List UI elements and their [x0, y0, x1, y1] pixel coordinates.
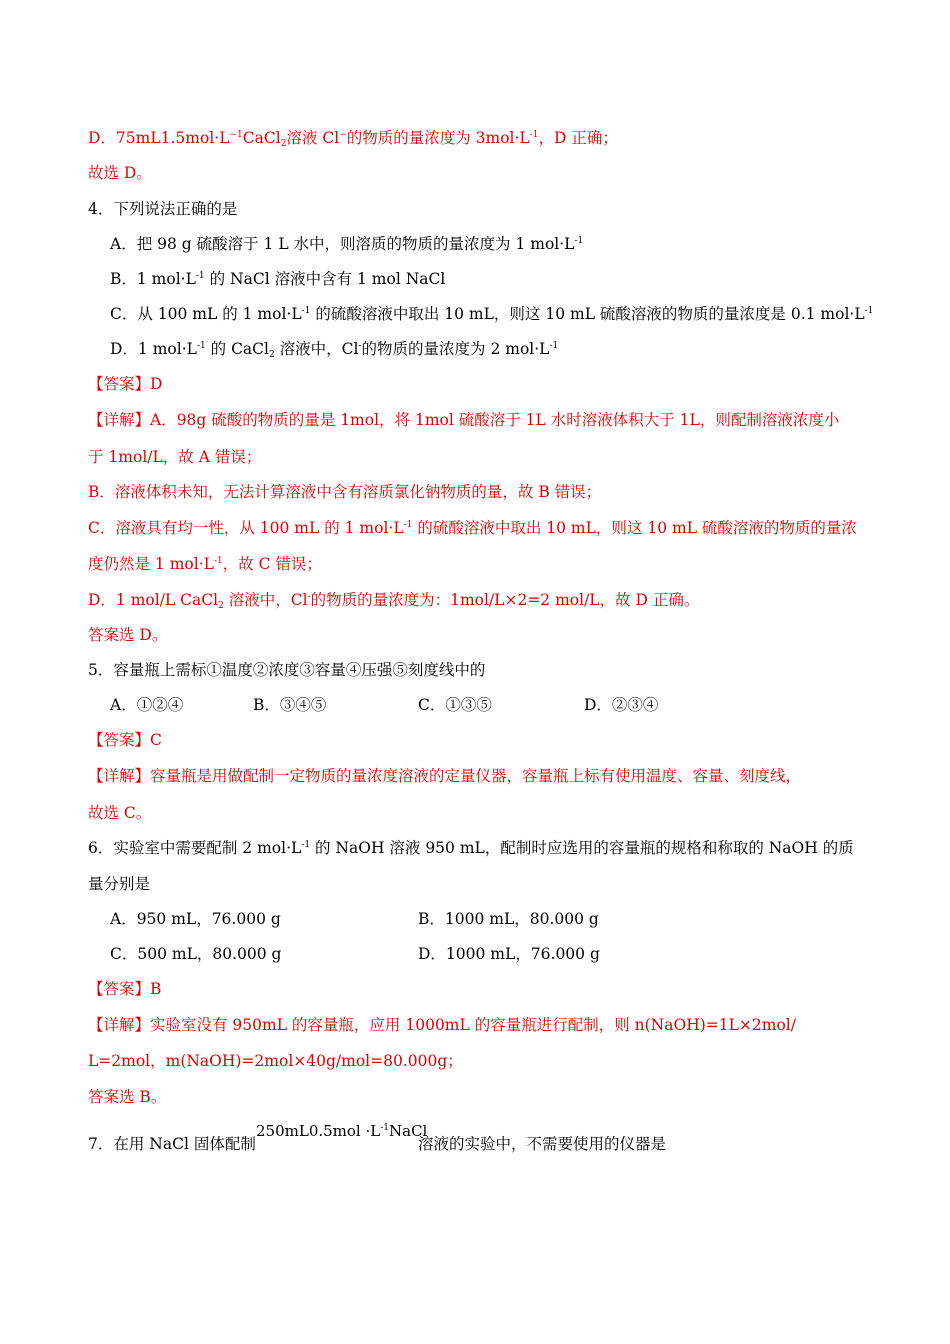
q4-detail-line-2: 于 1mol/L，故 A 错误； [88, 448, 262, 466]
q4-conclusion: 答案选 D。 [88, 626, 168, 644]
q5-option-d: D．②③④ [584, 696, 659, 714]
q5-option-c: C．①③⑤ [418, 696, 492, 714]
q6-option-a: A．950 mL，76.000 g [110, 910, 281, 928]
q4-detail-line-6: D．1 mol/L CaCl$_2$ 溶液中，Cl-的物质的量浓度为：1mol/L×2=2 mol/L，故 D 正确。 [88, 591, 700, 611]
q4-detail-line-4: C．溶液具有均一性，从 100 mL 的 1 $mol\cdot L^{-1}$ 的硫酸溶液中取出 10 mL，则这 10 mL 硫酸溶液的物质的量浓 [88, 519, 857, 537]
q5-option-b: B．③④⑤ [253, 696, 327, 714]
q5-option-a: A．①②④ [110, 696, 184, 714]
q6-option-d: D．1000 mL，76.000 g [418, 945, 600, 963]
q5-detail-line-1: 【详解】容量瓶是用做配制一定物质的量浓度溶液的定量仪器，容量瓶上标有使用温度、容量、刻度线， [88, 767, 802, 785]
q5-stem: 5．容量瓶上需标①温度②浓度③容量④压强⑤刻度线中的 [88, 661, 486, 679]
q5-detail-line-2: 故选 C。 [88, 804, 152, 822]
q4-option-d: D．1 $mol\cdot L^{-1}$ 的 CaCl$_2$ 溶液中，Cl-的物质的量浓度为 2 $mol\cdot L^{-1}$ [110, 340, 559, 360]
q7-stem-end: 溶液的实验中，不需要使用的仪器是 [418, 1135, 667, 1153]
q7-stem-start: 7．在用 NaCl 固体配制 [88, 1135, 256, 1153]
q4-answer: 【答案】D [88, 375, 163, 393]
q6-detail-line-2: L=2mol，m(NaOH)=2mol×40g/mol=80.000g； [88, 1052, 463, 1070]
q4-detail-line-3: B．溶液体积未知，无法计算溶液中含有溶质氯化钠物质的量，故 B 错误； [88, 483, 602, 501]
q4-detail-line-1: 【详解】A．98g 硫酸的物质的量是 1mol，将 1mol 硫酸溶于 1L 水时溶液体积大于 1L，则配制溶液浓度小 [88, 411, 840, 429]
q6-answer: 【答案】B [88, 980, 162, 998]
q6-stem-line-1: 6．实验室中需要配制 2 $mol\cdot L^{-1}$ 的 NaOH 溶液 950 mL，配制时应选用的容量瓶的规格和称取的 NaOH 的质 [88, 839, 854, 857]
q7-formula: $250mL0.5mol \cdot L^{-1}NaCl$ [256, 1122, 428, 1140]
q6-detail-line-1: 【详解】实验室没有 950mL 的容量瓶，应用 1000mL 的容量瓶进行配制，则 n(NaOH)=1L×2mol/ [88, 1016, 796, 1034]
q5-answer: 【答案】C [88, 731, 162, 749]
q6-option-b: B．1000 mL，80.000 g [418, 910, 599, 928]
q3-option-d-explanation: D．$75mL1.5mol\cdot L^{-1}CaCl_2$溶液 Cl−的物质的量浓度为 $3mol\cdot L^{-1}$，D 正确； [88, 129, 618, 149]
q4-option-b: B．1 $mol\cdot L^{-1}$ 的 NaCl 溶液中含有 1 mol NaCl [110, 270, 446, 288]
q4-detail-line-5: 度仍然是 1 $mol\cdot L^{-1}$，故 C 错误； [88, 555, 322, 573]
q6-stem-line-2: 量分别是 [88, 875, 151, 893]
q6-conclusion: 答案选 B。 [88, 1088, 167, 1106]
q4-option-c: C．从 100 mL 的 1 $mol\cdot L^{-1}$ 的硫酸溶液中取出 10 mL，则这 10 mL 硫酸溶液的物质的量浓度是 0.1 $mol\cdot L^{-1}$ [110, 305, 874, 323]
q6-option-c: C．500 mL，80.000 g [110, 945, 282, 963]
q4-stem: 4．下列说法正确的是 [88, 200, 238, 218]
q3-conclusion: 故选 D。 [88, 164, 152, 182]
q4-option-a: A．把 98 g 硫酸溶于 1 L 水中，则溶质的物质的量浓度为 1 $mol\cdot L^{-1}$ [110, 235, 584, 253]
